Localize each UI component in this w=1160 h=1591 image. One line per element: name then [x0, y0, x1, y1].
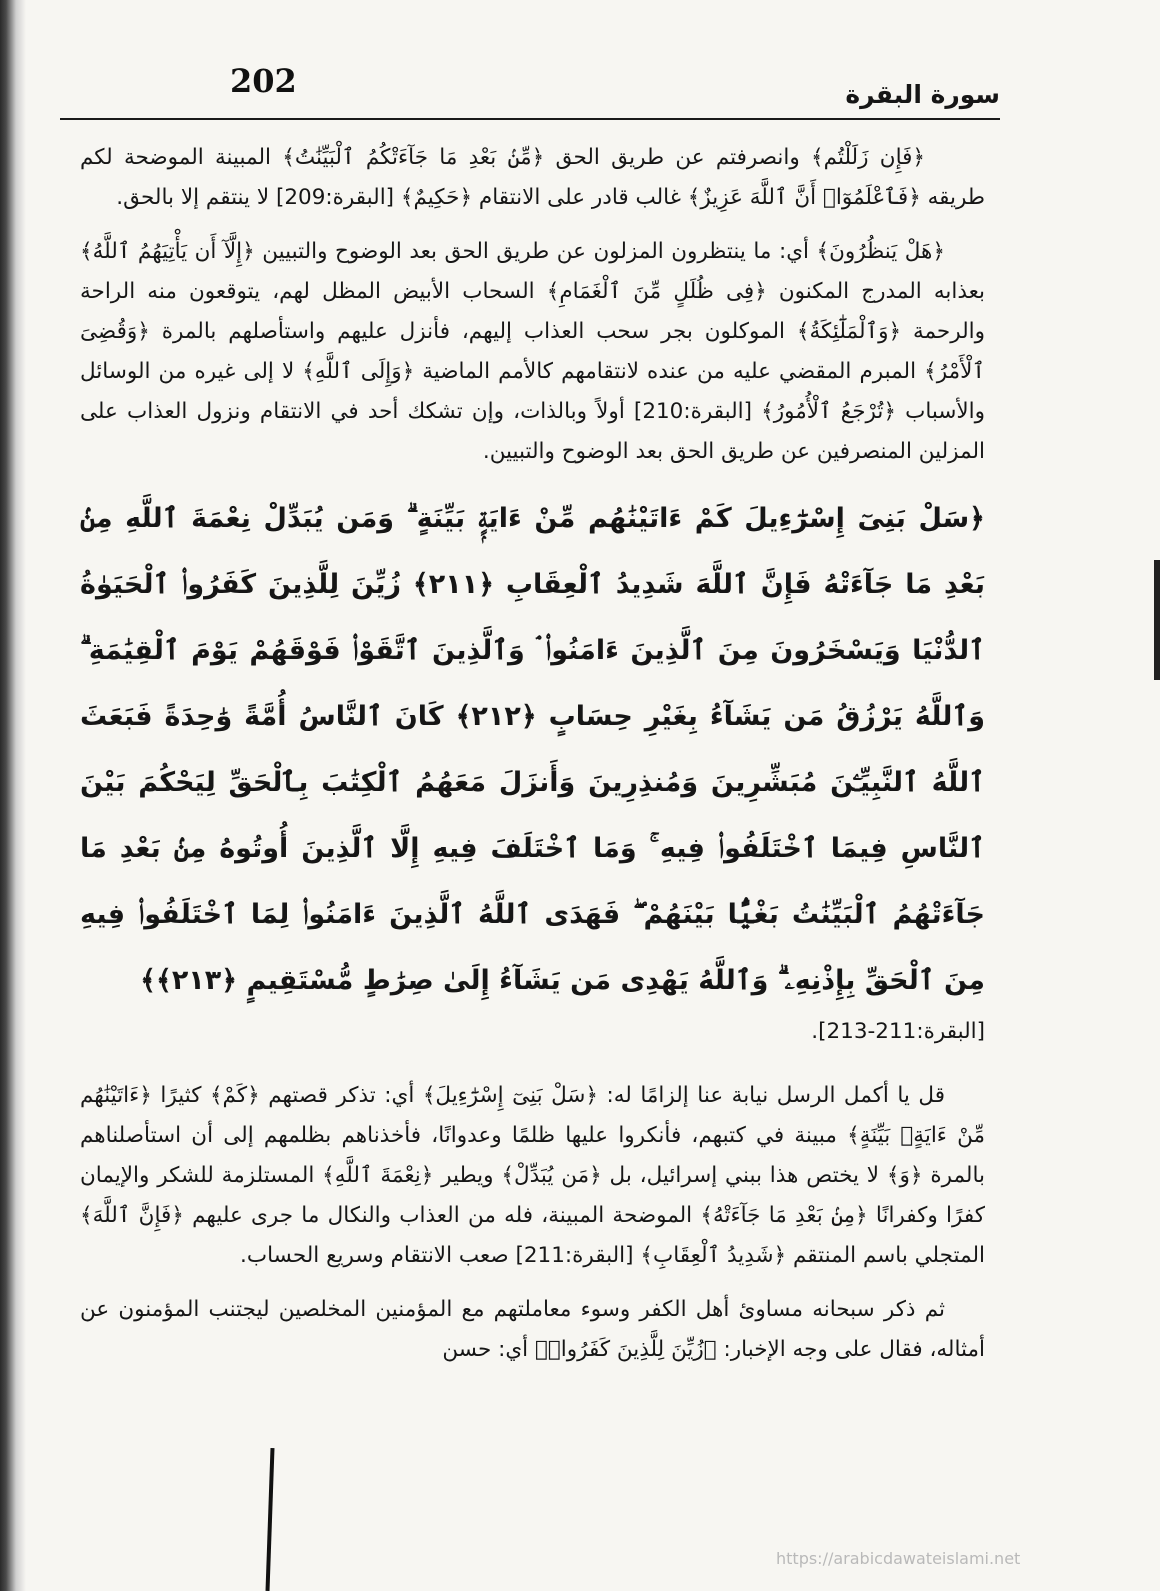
commentary-paragraph-210: ﴿هَلْ يَنظُرُونَ﴾ أي: ما ينتظرون المزلون عن طريق الحق بعد الوضوح والتبيين ﴿إِلَّآ أَن يَأْتِيَهُمُ ٱللَّهُ﴾ بعذابه المدرج المكنون ﴿فِى ظُلَلٍ مِّنَ ٱلْغَمَامِ﴾ السحاب الأبيض المظل لهم، يتوقعون منه الراحة والرحمة ﴿وَٱلْمَلَٰٓئِكَةُ﴾ الموكلون بجر سحب العذاب إليهم، فأنزل عليهم واستأصلهم بالمرة ﴿وَقُضِىَ ٱلْأَمْرُ﴾ المبرم المقضي عليه من عنده لانتقامهم كالأمم الماضية ﴿وَإِلَى ٱللَّهِ﴾ لا إلى غيره من الوسائل والأسباب ﴿تُرْجَعُ ٱلْأُمُورُ﴾ [البقرة:210] أولاً وبالذات، وإن تشكك أحد في الانتقام ونزول العذاب على المزلين المنصرفين عن طريق الحق بعد الوضوح والتبيين.: [80, 239, 985, 464]
commentary-paragraph-211: قل يا أكمل الرسل نيابة عنا إلزامًا له: ﴿سَلْ بَنِىٓ إِسْرَٰٓءِيلَ﴾ أي: تذكر قصتهم ﴿كَمْ﴾ كثيرًا ﴿ءَاتَيْنَٰهُم مِّنْ ءَايَةٍۭ بَيِّنَةٍ﴾ مبينة في كتبهم، فأنكروا عليها ظلمًا وعدوانًا، فأخذناهم بظلمهم إلى أن استأصلناهم بالمرة ﴿وَ﴾ لا يختص هذا ببني إسرائيل، بل ﴿مَن يُبَدِّلْ﴾ ويطير ﴿نِعْمَةَ ٱللَّهِ﴾ المستلزمة للشكر والإيمان كفرًا وكفرانًا ﴿مِنۢ بَعْدِ مَا جَآءَتْهُ﴾ الموضحة المبينة، فله من العذاب والنكال ما جرى عليهم ﴿فَإِنَّ ٱللَّهَ﴾ المتجلي باسم المنتقم ﴿شَدِيدُ ٱلْعِقَابِ﴾ [البقرة:211] صعب الانتقام وسريع الحساب.: [80, 1083, 985, 1268]
surah-title: سورة البقرة: [845, 80, 1000, 109]
watermark-url: https://arabicdawateislami.net: [776, 1549, 1021, 1568]
page-header: [60, 62, 1000, 112]
page-body: [80, 138, 985, 1384]
verse-reference: [البقرة:211-213].: [811, 1019, 985, 1044]
page-number: 202: [230, 62, 297, 100]
scan-mark-right: [1154, 560, 1160, 680]
header-divider: [60, 118, 1000, 120]
scan-shadow-left: [0, 0, 26, 1591]
quran-verse-block: ﴿سَلْ بَنِىٓ إِسْرَٰٓءِيلَ كَمْ ءَاتَيْنَٰهُم مِّنْ ءَايَةٍۭ بَيِّنَةٍ ۗ وَمَن يُبَدِّلْ نِعْمَةَ ٱللَّهِ مِنۢ بَعْدِ مَا جَآءَتْهُ فَإِنَّ ٱللَّهَ شَدِيدُ ٱلْعِقَابِ ﴿٢١١﴾ زُيِّنَ لِلَّذِينَ كَفَرُوا۟ ٱلْحَيَوٰةُ ٱلدُّنْيَا وَيَسْخَرُونَ مِنَ ٱلَّذِينَ ءَامَنُوا۟ ۘ وَٱلَّذِينَ ٱتَّقَوْا۟ فَوْقَهُمْ يَوْمَ ٱلْقِيَٰمَةِ ۗ وَٱللَّهُ يَرْزُقُ مَن يَشَآءُ بِغَيْرِ حِسَابٍ ﴿٢١٢﴾ كَانَ ٱلنَّاسُ أُمَّةً وَٰحِدَةً فَبَعَثَ ٱللَّهُ ٱلنَّبِيِّـۧنَ مُبَشِّرِينَ وَمُنذِرِينَ وَأَنزَلَ مَعَهُمُ ٱلْكِتَٰبَ بِٱلْحَقِّ لِيَحْكُمَ بَيْنَ ٱلنَّاسِ فِيمَا ٱخْتَلَفُوا۟ فِيهِ ۚ وَمَا ٱخْتَلَفَ فِيهِ إِلَّا ٱلَّذِينَ أُوتُوهُ مِنۢ بَعْدِ مَا جَآءَتْهُمُ ٱلْبَيِّنَٰتُ بَغْيًۢا بَيْنَهُمْ ۖ فَهَدَى ٱللَّهُ ٱلَّذِينَ ءَامَنُوا۟ لِمَا ٱخْتَلَفُوا۟ فِيهِ مِنَ ٱلْحَقِّ بِإِذْنِهِۦ ۗ وَٱللَّهُ يَهْدِى مَن يَشَآءُ إِلَىٰ صِرَٰطٍ مُّسْتَقِيمٍ ﴿٢١٣﴾﴾: [80, 503, 985, 996]
pen-mark: [266, 1448, 275, 1591]
commentary-paragraph-209: ﴿فَإِن زَلَلْتُم﴾ وانصرفتم عن طريق الحق ﴿مِّنۢ بَعْدِ مَا جَآءَتْكُمُ ٱلْبَيِّنَٰتُ﴾ المبينة الموضحة لكم طريقه ﴿فَٱعْلَمُوٓا۟ أَنَّ ٱللَّهَ عَزِيزٌ﴾ غالب قادر على الانتقام ﴿حَكِيمٌ﴾ [البقرة:209] لا ينتقم إلا بالحق.: [80, 145, 985, 210]
commentary-paragraph-212: ثم ذكر سبحانه مساوئ أهل الكفر وسوء معاملتهم مع المؤمنين المخلصين ليجتنب المؤمنون عن أمثاله، فقال على وجه الإخبار: ﴿زُيِّنَ لِلَّذِينَ كَفَرُوا۟﴾ أي: حسن: [80, 1297, 985, 1362]
